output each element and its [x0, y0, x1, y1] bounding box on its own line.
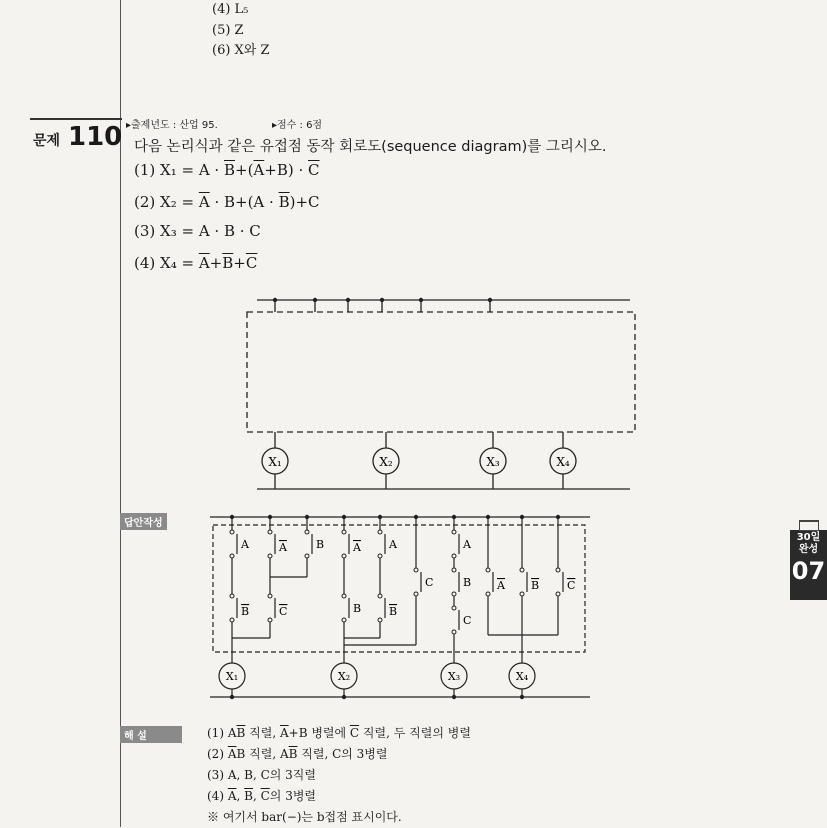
equation-2: (2) $X_2 = \overline{A} \cdot B+(A \cdot \overline{B})+C$ [134, 193, 320, 211]
contact-label: B [531, 579, 540, 592]
contact-label: B [241, 605, 250, 618]
explanation-num: (1) [207, 726, 224, 740]
problem-number: 110 [68, 122, 123, 152]
explanation-text: , [252, 789, 261, 803]
coil-label: X₁ [268, 455, 282, 469]
contact-label: C [567, 579, 576, 592]
explanation-line [207, 786, 627, 807]
meta-year: ▸출제년도 : 산업 95. [126, 120, 218, 131]
explanation-line [207, 723, 627, 744]
explanation-text: +B 병렬에 [288, 726, 350, 740]
equation-3: (3) X₃ = A · B · C [134, 222, 261, 240]
explanation-num: ※ [207, 810, 220, 824]
explanation-text: $\overline{A}$ [279, 726, 289, 740]
contact-label: B [353, 602, 362, 615]
explanation-text: 여기서 bar(−)는 b접점 표시이다. [222, 810, 402, 824]
explanation-line [207, 765, 627, 786]
coil-label: X₄ [556, 455, 570, 469]
explanation-label: 해 설 [120, 726, 182, 743]
explanation-text: $\overline{C}$ [260, 789, 270, 803]
explanation-text: 직렬, 두 직렬의 병렬 [359, 726, 471, 740]
coil-label: X₃ [447, 670, 461, 683]
tab-top: 30일 [796, 532, 821, 543]
tab-mid: 완성 [798, 544, 819, 555]
contact-label: B [389, 605, 398, 618]
explanation-text: $\overline{B}$ [244, 789, 253, 803]
explanation-line [207, 807, 627, 828]
equation-4: (4) $X_4 = \overline{A}+\overline{B}+\overline{C}$ [134, 254, 258, 272]
coil-label: X₄ [515, 670, 529, 683]
contact-label: A [389, 538, 397, 551]
explanation-list [207, 723, 627, 828]
chapter-tab [790, 520, 827, 600]
explanation-text: , [236, 789, 245, 803]
coil-label: X₂ [337, 670, 351, 683]
contact-label: C [279, 605, 288, 618]
contact-label: C [425, 576, 434, 589]
explanation-text: A, B, C의 3직렬 [227, 768, 316, 782]
contact-label: A [497, 579, 505, 592]
prev-item: (5) Z [212, 23, 244, 38]
prev-item: (6) X와 Z [212, 43, 270, 58]
contact-label: A [241, 538, 249, 551]
question-text: 다음 논리식과 같은 유접점 동작 회로도(sequence diagram)를 그리시오. [134, 139, 607, 155]
explanation-num: (3) [207, 768, 224, 782]
explanation-text: 의 3병렬 [269, 789, 317, 803]
explanation-text: $\overline{B}$ [236, 726, 246, 740]
explanation-line [207, 744, 627, 765]
explanation-text: B 직렬, A [236, 747, 289, 761]
answer-label: 답안작성 [120, 513, 167, 530]
contact-label: B [463, 576, 472, 589]
problem-label: 문제 [33, 133, 61, 149]
gift-icon [790, 520, 827, 530]
meta-score: ▸점수 : 6점 [272, 120, 323, 131]
contact-label: A [279, 541, 287, 554]
coil-label: X₂ [379, 455, 393, 469]
contact-label: B [316, 538, 325, 551]
explanation-text: $\overline{A}$ [227, 789, 237, 803]
explanation-num: (2) [207, 747, 224, 761]
coil-label: X₃ [486, 455, 500, 469]
explanation-text: $\overline{B}$ [288, 747, 298, 761]
contact-label: C [463, 614, 472, 627]
coil-label: X₁ [225, 670, 239, 683]
explanation-text: 직렬, C의 3병렬 [297, 747, 388, 761]
explanation-text: 직렬, [245, 726, 280, 740]
explanation-text: $\overline{A}$ [227, 747, 237, 761]
contact-label: A [463, 538, 471, 551]
prev-item: (4) L₅ [212, 2, 249, 17]
explanation-num: (4) [207, 789, 224, 803]
equation-1: (1) $X_1 = A \cdot \overline{B}+(\overline{A}+B) \cdot \overline{C}$ [134, 161, 320, 179]
tab-number: 07 [791, 557, 826, 585]
explanation-text: $\overline{C}$ [349, 726, 360, 740]
contact-label: A [353, 541, 361, 554]
explanation-text: A [227, 726, 237, 740]
